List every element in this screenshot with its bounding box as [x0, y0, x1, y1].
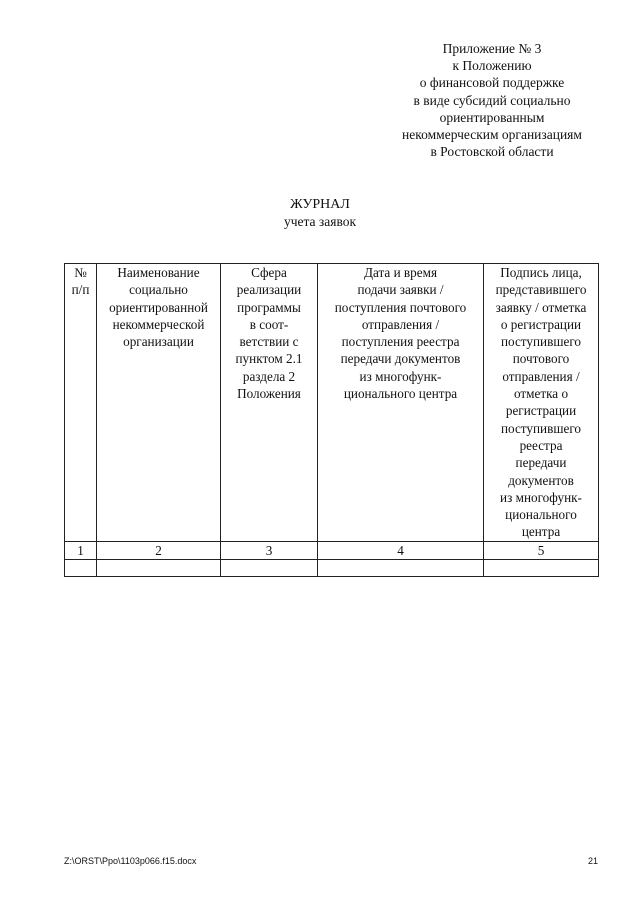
appendix-line: о финансовой поддержке [419, 75, 565, 91]
appendix-line: ориентированным [439, 109, 545, 125]
document-subtitle: учета заявок [283, 214, 357, 229]
empty-cell [97, 560, 221, 577]
column-number-cell: 4 [318, 541, 484, 559]
empty-cell [221, 560, 318, 577]
header-cell-date-time: Дата и время подачи заявки / поступления почтового отправления / поступления реестра передачи документов из многофунк- ционального центра [318, 264, 484, 542]
empty-cell [65, 560, 97, 577]
column-number-cell: 1 [65, 541, 97, 559]
document-title-block [0, 196, 640, 230]
header-cell-signature: Подпись лица, представившего заявку / отметка о регистрации поступившего почтового отправления / отметка о регистрации поступившего реестра передачи документов из многофунк- ционального центра [484, 264, 599, 542]
journal-table [64, 263, 599, 577]
empty-cell [318, 560, 484, 577]
column-number-cell: 2 [97, 541, 221, 559]
file-path: Z:\ORST\Ppo\1103p066.f15.docx [64, 856, 197, 866]
appendix-line: в Ростовской области [430, 144, 554, 160]
appendix-header [380, 40, 604, 160]
header-cell-number: № п/п [65, 264, 97, 542]
header-cell-program-sphere: Сфера реализации программы в соот- ветствии с пунктом 2.1 раздела 2 Положения [221, 264, 318, 542]
column-number-cell: 5 [484, 541, 599, 559]
empty-cell [484, 560, 599, 577]
page-number: 21 [587, 856, 598, 866]
appendix-line: Приложение № 3 [442, 41, 542, 56]
header-cell-organization: Наименование социально ориентированной некоммерческой организации [97, 264, 221, 542]
document-title: ЖУРНАЛ [290, 197, 350, 212]
appendix-line: к Положению [452, 58, 532, 74]
appendix-line: некоммерческим организациям [402, 127, 582, 143]
table-row [65, 560, 599, 577]
column-number-row [65, 541, 599, 559]
appendix-line: в виде субсидий социально [413, 92, 571, 108]
table-header-row [65, 264, 599, 542]
column-number-cell: 3 [221, 541, 318, 559]
